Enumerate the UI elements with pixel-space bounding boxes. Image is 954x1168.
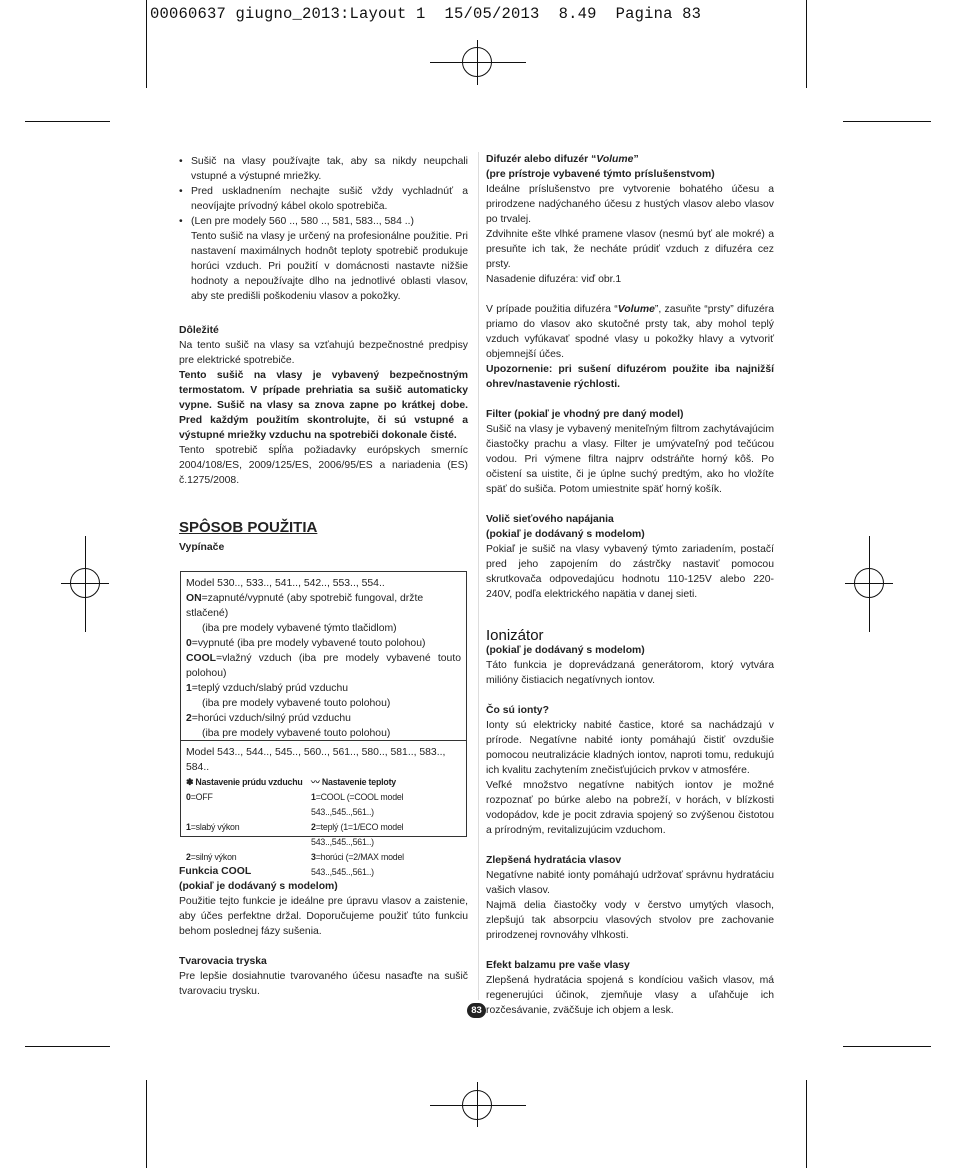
key-on: ON	[186, 593, 202, 604]
switches-title: Vypínače	[179, 542, 225, 553]
box-model-line: Model 543.., 544.., 545.., 560.., 561.., 580.., 581.., 583.., 584..	[186, 747, 446, 773]
nozzle-title: Tvarovacia tryska	[179, 956, 267, 967]
diffuser-text-4: V prípade použitia difuzéra “Volume”, zasuňte “prsty” difuzéra priamo do vlasov ako skutočné prsty tak, aby mohol teplý vzduch vyfúkavať spodné vlasy u pokožky hlavy a vytvoriť objemnejší účes.	[486, 304, 774, 360]
key-one: 1	[186, 683, 192, 694]
ionizer-title: Ionizátor	[486, 627, 544, 644]
list-item: • Sušič na vlasy používajte tak, aby sa nikdy neupchali vstupné a výstupné mriežky.	[179, 154, 468, 184]
important-text-3: Tento spotrebič spĺňa požiadavky európskych smerníc 2004/108/ES, 2009/125/ES, 2006/95/ES a nariadenia (ES) č.1275/2008.	[179, 445, 468, 486]
nozzle-text: Pre lepšie dosiahnutie tvarovaného účesu nasaďte na sušič tvarovaciu trysku.	[179, 971, 468, 997]
list-item	[179, 214, 468, 304]
table-cell: 2=teplý (1=1/ECO model 543..,545..,561..)	[311, 822, 404, 847]
voltage-subtitle: (pokiaľ je dodávaný s modelom)	[486, 529, 645, 540]
crop-mark	[25, 1046, 110, 1047]
crop-mark	[146, 1080, 147, 1168]
section-heading-block	[179, 520, 468, 555]
hydration-text-1: Negatívne nabité ionty pomáhajú udržovať správnu hydratáciu vašich vlasov.	[486, 870, 774, 896]
crop-mark	[843, 1046, 931, 1047]
heat-icon: 〰	[311, 777, 320, 787]
diffuser-text-2: Zdvihnite ešte vlhké pramene vlasov (nesmú byť ale mokré) a presuňte ich tak, že necháte prúdiť vzduch z difuzéra cez prsty.	[486, 229, 774, 270]
print-slug: 00060637 giugno_2013:Layout 1 15/05/2013 8.49 Pagina 83	[150, 5, 702, 23]
ionizer-subtitle: (pokiaľ je dodávaný s modelom)	[486, 645, 645, 656]
list-item-body: Tento sušič na vlasy je určený na profesionálne použitie. Pri nastavení maximálnych hodnôt teploty spotrebič produkuje horúci vzduch. Pri použití v domácnosti nastavte nižšie hodnoty a nepoužívajte dlho na jednotlivé oblasti vlasov, aby ste predišli poškodeniu vlasov a pokožky.	[191, 231, 468, 302]
ions-text-1: Ionty sú elektricky nabité častice, ktoré sa nachádzajú v prírode. Negatívne nabité ionty pomáhajú čistiť ovzdušie pomocou neutralizácie kladných iontov, naproti tomu, redukujú ich kvalitu zachytením znečisťujúcich prvkov v atmosfére.	[486, 720, 774, 776]
diffuser-title: Difuzér alebo difuzér “Volume”	[486, 154, 639, 165]
column-divider	[478, 152, 479, 1000]
right-column	[486, 152, 774, 1018]
table-cell: 3=horúci (=2/MAX model 543..,545..,561..)	[311, 852, 404, 877]
key-zero: 0	[186, 638, 192, 649]
filter-title: Filter (pokiaľ je vhodný pre daný model)	[486, 409, 684, 420]
page-number-badge: 83	[467, 1003, 486, 1018]
ions-title: Čo sú ionty?	[486, 705, 549, 716]
left-column-top	[179, 154, 468, 488]
box-model-line: Model 530.., 533.., 541.., 542.., 553.., 554..	[186, 578, 385, 589]
important-title: Dôležité	[179, 325, 219, 336]
cool-title: Funkcia COOL	[179, 866, 252, 877]
diffuser-subtitle: (pre prístroje vybavené týmto príslušenstvom)	[486, 169, 715, 180]
left-column-bottom	[179, 864, 468, 999]
table-cell: 0=OFF	[186, 792, 213, 802]
voltage-title: Volič sieťového napájania	[486, 514, 614, 525]
crop-mark	[806, 0, 807, 88]
crop-mark	[806, 1080, 807, 1168]
ionizer-text: Táto funkcia je doprevádzaná generátorom, ktorý vytvára milióny čistiacich negatívnych iontov.	[486, 660, 774, 686]
voltage-text: Pokiaľ je sušič na vlasy vybavený týmto zariadením, postačí pred jeho zapojením do zástrčky nastaviť pomocou skrutkovača odpovedajúcu hodnotu 110-125V alebo 220-240V, podľa elektrického napätia v danej sieti.	[486, 544, 774, 600]
table-cell: 2=silný výkon	[186, 852, 237, 862]
switch-box-models-1: Model 530.., 533.., 541.., 542.., 553.., 554.. ON=zapnuté/vypnuté (aby spotrebič fungoval, držte stlačené) (iba pre modely vybavené týmto tlačidlom) 0=vypnuté (iba pre modely vybavené touto polohou) COOL=vlažný vzduch (iba pre modely vybavené touto polohou) 1=teplý vzduch/slabý prúd vzduchu (iba pre modely vybavené touto polohou) 2=horúci vzduch/silný prúd vzduchu (iba pre modely vybavené touto polohou)	[180, 571, 467, 741]
balm-text: Zlepšená hydratácia spojená s kondíciou vašich vlasov, má regenerujúci účinok, zjemňuje vlasy a uľahčuje ich rozčesávanie, zväčšuje ich objem a lesk.	[486, 975, 774, 1016]
crop-mark	[843, 121, 931, 122]
list-item-heading: (Len pre modely 560 .., 580 .., 581, 583.., 584 ..)	[191, 216, 414, 227]
cool-text: Použitie tejto funkcie je ideálne pre úpravu vlasov a zaistenie, aby účes perfektne držal. Doporučujeme použiť túto funkciu behom poslednej fázy sušenia.	[179, 896, 468, 937]
fan-icon: ✽	[186, 777, 194, 787]
key-cool: COOL	[186, 653, 217, 664]
important-text-2: Tento sušič na vlasy je vybavený bezpečnostným termostatom. V prípade prehriatia sa sušič automaticky vypne. Sušič na vlasy sa znova zapne po krátkej dobe. Pred každým použitím skontrolujte, či sú vstupné a výstupné mriežky vzduchu na spotrebiči dokonale čisté.	[179, 370, 468, 441]
filter-text: Sušič na vlasy je vybavený meniteľným filtrom zachytávajúcim čiastočky prachu a vlasy. Filter je umývateľný pod tečúcou vodou. Pri výmene filtra najprv odstráňte horný kôš. Po očistení sa uistite, či je úplne suchý predtým, ako ho vložíte späť do sušiča. Potom umiestnite späť horný košík.	[486, 424, 774, 495]
cool-subtitle: (pokiaľ je dodávaný s modelom)	[179, 881, 338, 892]
important-text-1: Na tento sušič na vlasy sa vzťahujú bezpečnostné predpisy pre elektrické spotrebiče.	[179, 340, 468, 366]
diffuser-text-1: Ideálne príslušenstvo pre vytvorenie bohatého účesu a prirodzene nadýchaného účesu z hustých vlasov alebo vlasov po trvalej.	[486, 184, 774, 225]
crop-mark	[146, 0, 147, 88]
hydration-text-2: Najmä delia čiastočky vody v čerstvo umytých vlasoch, zlepšujú tak absorpciu vlasových stvolov pre zachovanie prirodzenej rovnováhy vlhkosti.	[486, 900, 774, 941]
diffuser-text-3: Nasadenie difuzéra: viď obr.1	[486, 274, 622, 285]
ions-text-2: Veľké množstvo negatívne nabitých iontov je možné rozpoznať po búrke alebo na pobreží, v horách, v blízkosti vodopádov, kde je pocit zdravia spojený so zvýšenou čistotou a prírodným, revitalizujúcim vzduchom.	[486, 780, 774, 836]
bullet-list	[179, 154, 468, 304]
diffuser-warning: Upozornenie: pri sušení difuzérom použite iba najnižší ohrev/nastavenie rýchlosti.	[486, 364, 774, 390]
list-item: • Pred uskladnením nechajte sušič vždy vychladnúť a neovíjajte prívodný kábel okolo spotrebiča.	[179, 184, 468, 214]
balm-title: Efekt balzamu pre vaše vlasy	[486, 960, 630, 971]
table-cell: 1=slabý výkon	[186, 822, 240, 832]
hydration-title: Zlepšená hydratácia vlasov	[486, 855, 622, 866]
key-two: 2	[186, 713, 192, 724]
crop-mark	[25, 121, 110, 122]
table-cell: 1=COOL (=COOL model 543..,545..,561..)	[311, 792, 404, 817]
section-title: SPÔSOB POUŽITIA	[179, 519, 318, 536]
settings-table: ✽ Nastavenie prúdu vzduchu 〰 Nastavenie teploty 0=OFF 1=COOL (=COOL model 543..,545..,561..) 1=slabý výkon 2=teplý (1=1/ECO model 543..,545..,561..) 2=silný výkon 3=horúci (=2/MAX model 543..,545..,561..)	[186, 775, 461, 880]
